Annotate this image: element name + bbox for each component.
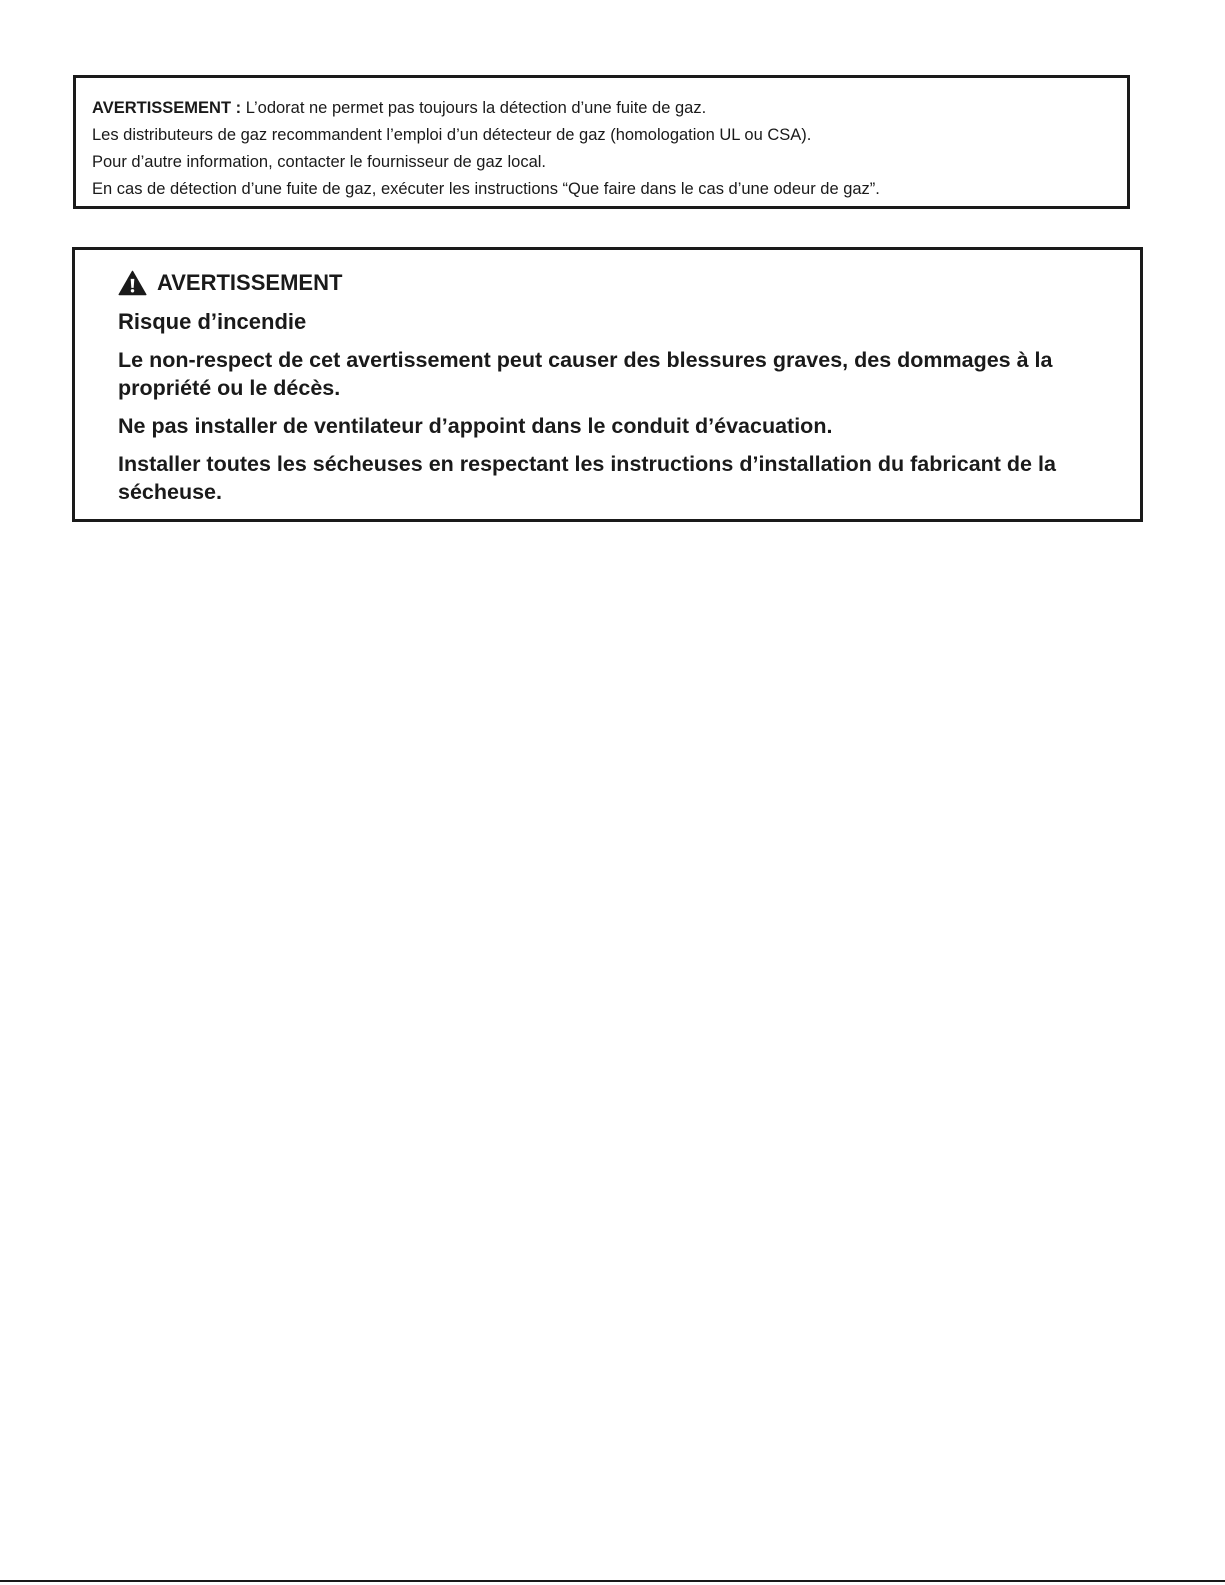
warning-triangle-icon <box>118 270 147 296</box>
fire-risk-warning-box <box>72 247 1143 522</box>
fire-warning-subheading: Risque d’incendie <box>118 309 307 334</box>
gas-warning-lead-text: L’odorat ne permet pas toujours la détection d’une fuite de gaz. <box>241 99 707 117</box>
page-bottom-rule <box>0 1580 1225 1582</box>
gas-warning-line-1 <box>92 95 1111 122</box>
fire-warning-heading: AVERTISSEMENT <box>157 270 343 295</box>
fire-warning-paragraph-3: Installer toutes les sécheuses en respectant les instructions d’installation du fabricant de la sécheuse. <box>118 452 1056 504</box>
fire-warning-heading-row <box>118 268 1120 298</box>
gas-leak-warning-box <box>73 75 1130 209</box>
fire-warning-paragraph-1: Le non-respect de cet avertissement peut causer des blessures graves, des dommages à la propriété ou le décès. <box>118 348 1053 400</box>
gas-warning-line-2: Les distributeurs de gaz recommandent l’emploi d’un détecteur de gaz (homologation UL ou CSA). <box>92 126 812 144</box>
fire-warning-paragraph-2: Ne pas installer de ventilateur d’appoint dans le conduit d’évacuation. <box>118 414 833 438</box>
gas-warning-line-3: Pour d’autre information, contacter le fournisseur de gaz local. <box>92 153 546 171</box>
gas-warning-line-4: En cas de détection d’une fuite de gaz, exécuter les instructions “Que faire dans le cas d’une odeur de gaz”. <box>92 180 880 198</box>
gas-warning-lead: AVERTISSEMENT : <box>92 99 242 117</box>
